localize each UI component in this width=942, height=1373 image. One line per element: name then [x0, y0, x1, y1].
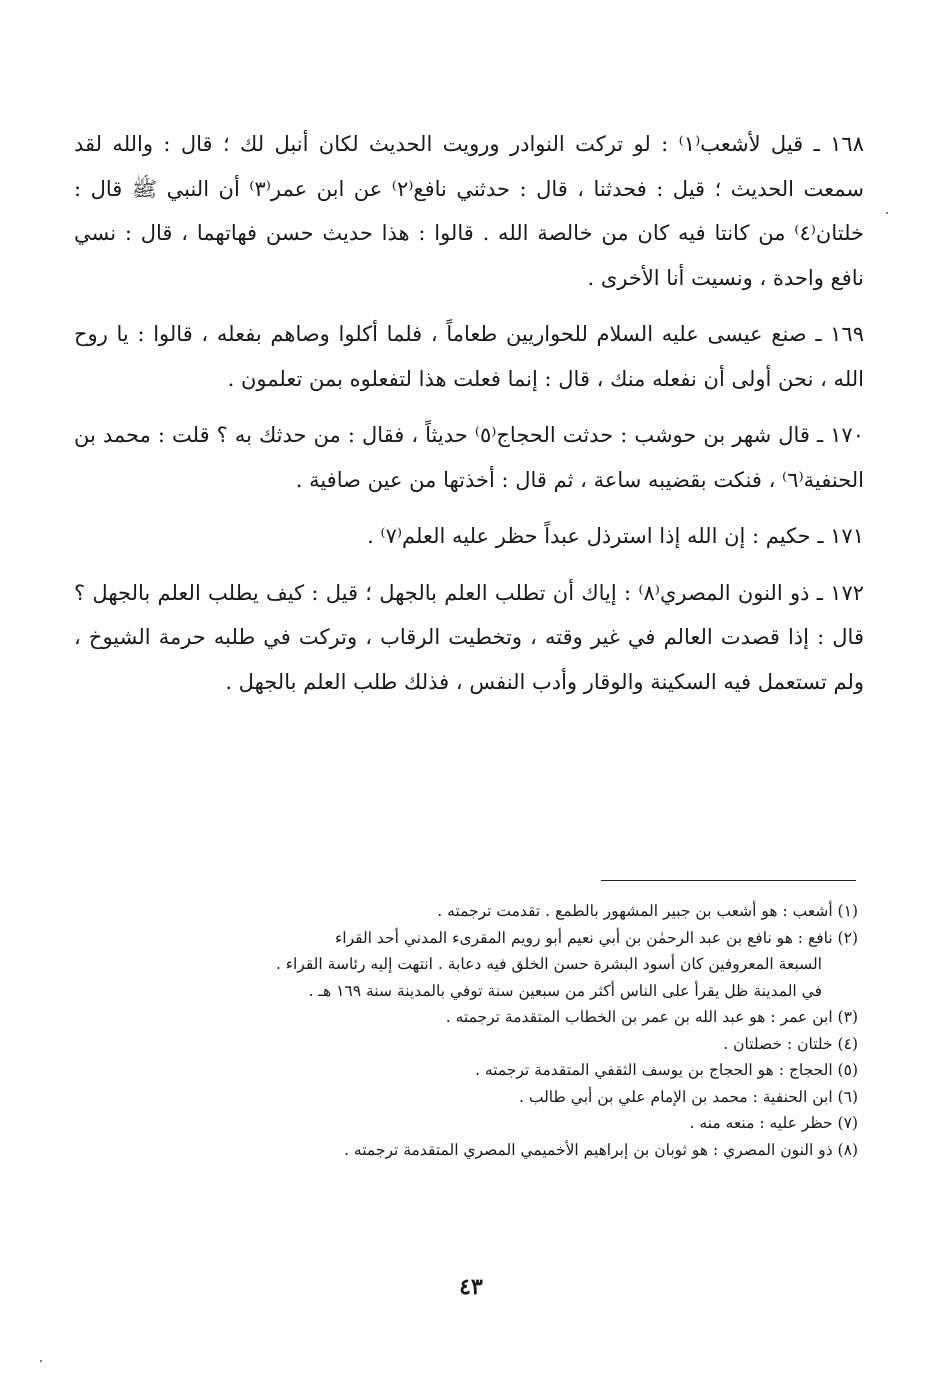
footnote-8: (٨) ذو النون المصري : هو ثوبان بن إبراهيم الأخميمي المصري المتقدمة ترجمته . [344, 1140, 858, 1159]
paragraph-170: ١٧٠ ـ قال شهر بن حوشب : حدثت الحجاج⁽٥⁾ حديثاً ، فقال : من حدثك به ؟ قلت : محمد بن الحنفية⁽٦⁾ ، فنكت بقضيبه ساعة ، ثم قال : أخذتها من عين صافية . [74, 423, 864, 492]
main-text-block [74, 122, 864, 704]
paragraph-169: ١٦٩ ـ صنع عيسى عليه السلام للحواريين طعاماً ، فلما أكلوا وصاهم بفعله ، قالوا : يا روح الله ، نحن أولى أن نفعله منك ، قال : إنما فعلت هذا لتفعلوه بمن تعلمون . [74, 322, 864, 391]
footnote-1: (١) أشعب : هو أشعب بن جبير المشهور بالطمع . تقدمت ترجمته . [437, 902, 858, 920]
footnote-2-continued: السبعة المعروفين كان أسود البشرة حسن الخلق فيه دعابة . انتهت إليه رئاسة القراء . [275, 955, 822, 973]
footnote-2-continued-2: في المدينة ظل يقرأ على الناس أكثر من سبعين سنة توفي بالمدينة سنة ١٦٩ هـ . [308, 981, 822, 1000]
scan-speck [40, 1360, 42, 1362]
paragraph-168: ١٦٨ ـ قيل لأشعب⁽١⁾ : لو تركت النوادر ورويت الحديث لكان أنبل لك ؛ قال : والله لقد سمعت الحديث ؛ قيل : فحدثنا ، قال : حدثني نافع⁽٢⁾ عن ابن عمر⁽٣⁾ أن النبي ﷺ قال : خلتان⁽٤⁾ من كانتا فيه كان من خالصة الله . قالوا : هذا حديث حسن فهاتهما ، قال : نسي نافع واحدة ، ونسيت أنا الأخرى . [74, 132, 865, 290]
footnote-separator [601, 880, 856, 881]
footnote-5: (٥) الحجاج : هو الحجاج بن يوسف الثقفي المتقدمة ترجمته . [475, 1061, 858, 1079]
footnote-7: (٧) حظر عليه : منعه منه . [689, 1114, 858, 1132]
footnote-4: (٤) خلتان : خصلتان . [723, 1034, 858, 1053]
footnotes-block [88, 898, 858, 1163]
footnote-6: (٦) ابن الحنفية : محمد بن الإمام علي بن أبي طالب . [519, 1087, 858, 1106]
footnote-3: (٣) ابن عمر : هو عبد الله بن عمر بن الخطاب المتقدمة ترجمته . [445, 1008, 858, 1026]
page-number: ٤٣ [459, 1274, 483, 1300]
paragraph-171: ١٧١ ـ حكيم : إن الله إذا استرذل عبداً حظر عليه العلم⁽٧⁾ . [367, 524, 864, 548]
paragraph-172: ١٧٢ ـ ذو النون المصري⁽٨⁾ : إياك أن تطلب العلم بالجهل ؛ قيل : كيف يطلب العلم بالجهل ؟ قال : إذا قصدت العالم في غير وقته ، وتخطيت الرقاب ، وتركت في طلبه حرمة الشيوخ ، ولم تستعمل فيه السكينة والوقار وأدب النفس ، فذلك طلب العلم بالجهل . [74, 580, 865, 694]
scan-speck [886, 212, 888, 214]
footnote-2: (٢) نافع : هو نافع بن عبد الرحمٰن بن أبي نعيم أبو رويم المقرىء المدني أحد القراء [334, 928, 858, 947]
